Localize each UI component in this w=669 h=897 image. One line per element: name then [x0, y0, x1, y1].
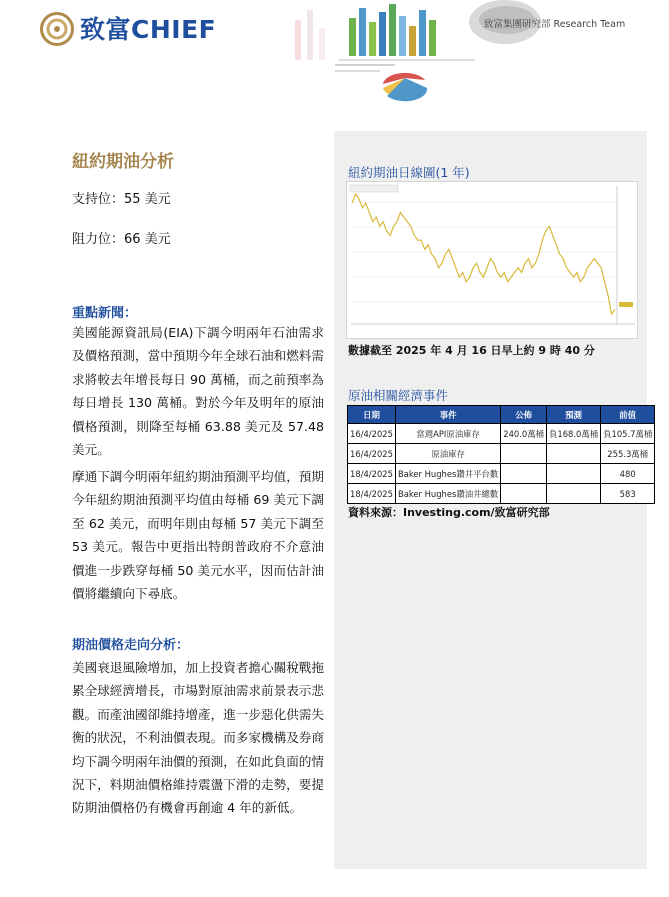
chart-caption: 數據截至 2025 年 4 月 16 日早上約 9 時 40 分	[348, 344, 595, 357]
chart-title: 紐約期油日線圖(1 年)	[348, 165, 470, 180]
table-row	[348, 424, 655, 444]
events-table-header	[348, 406, 655, 424]
resistance-level: 阻力位：66 美元	[72, 232, 171, 247]
header-event: 事件	[395, 406, 500, 424]
cell-actual	[501, 484, 547, 504]
cell-event: Baker Hughes鑽油井總數	[395, 484, 500, 504]
cell-actual: 240.0萬桶	[501, 424, 547, 444]
header-forecast: 預測	[547, 406, 601, 424]
cell-date: 18/4/2025	[348, 484, 396, 504]
cell-event: 原油庫存	[395, 444, 500, 464]
news-paragraph-1: 美國能源資訊局(EIA)下調今明兩年石油需求及價格預測，當中預期今年全球石油和燃料需求將較去年增長每日 90 萬桶，而之前預率為每日增長 130 萬桶。對於今年及明年的原油價格預測，則降至每桶 63.88 美元及 57.48 美元。	[72, 325, 324, 458]
department-label: 致富集團研究部 Research Team	[484, 19, 626, 30]
cell-forecast	[547, 444, 601, 464]
cell-date: 16/4/2025	[348, 424, 396, 444]
events-table	[347, 405, 655, 504]
cell-event: 當週API原油庫存	[395, 424, 500, 444]
support-level: 支持位：55 美元	[72, 192, 171, 207]
trend-heading: 期油價格走向分析：	[72, 638, 190, 653]
logo-text: 致富CHIEF	[80, 15, 217, 44]
table-row	[348, 464, 655, 484]
source-note: 資料來源：Investing.com/致富研究部	[348, 506, 550, 519]
events-title: 原油相關經濟事件	[348, 388, 449, 403]
cell-previous: 480	[601, 464, 655, 484]
news-heading: 重點新聞：	[72, 306, 138, 321]
oil-price-chart-svg	[347, 182, 637, 338]
cell-previous: 583	[601, 484, 655, 504]
cell-event: Baker Hughes鑽井平台數	[395, 464, 500, 484]
page-header	[0, 0, 669, 118]
cell-actual	[501, 464, 547, 484]
header-date: 日期	[348, 406, 396, 424]
cell-date: 16/4/2025	[348, 444, 396, 464]
news-paragraph-2: 摩通下調今明兩年紐約期油預測平均值，預期今年紐約期油預測平均值由每桶 69 美元下調至 62 美元，而明年則由每桶 57 美元下調至 53 美元。報告中更指出特朗普政府不介意油價進一步跌穿每桶 50 美元水平，因而估計油價將繼續向下尋底。	[72, 469, 324, 602]
cell-forecast: 負168.0萬桶	[547, 424, 601, 444]
chief-logo-icon	[40, 12, 74, 46]
oil-price-chart	[346, 181, 638, 339]
cell-date: 18/4/2025	[348, 464, 396, 484]
header-previous: 前值	[601, 406, 655, 424]
cell-previous: 負105.7萬桶	[601, 424, 655, 444]
cell-previous: 255.3萬桶	[601, 444, 655, 464]
page-title: 紐約期油分析	[72, 152, 174, 172]
table-row	[348, 484, 655, 504]
header-actual: 公佈	[501, 406, 547, 424]
cell-forecast	[547, 464, 601, 484]
cell-forecast	[547, 484, 601, 504]
table-row	[348, 444, 655, 464]
cell-actual	[501, 444, 547, 464]
trend-paragraph: 美國衰退風險增加，加上投資者擔心關稅戰拖累全球經濟增長，市場對原油需求前景表示悲觀。而產油國卻維持增產，進一步惡化供需失衡的狀況，不利油價表現。而多家機構及券商均下調今明兩年油價的預測，在如此負面的情況下，料期油價格維持震盪下滑的走勢，要提防期油價格仍有機會再創逾 4 年的新低。	[72, 660, 324, 816]
